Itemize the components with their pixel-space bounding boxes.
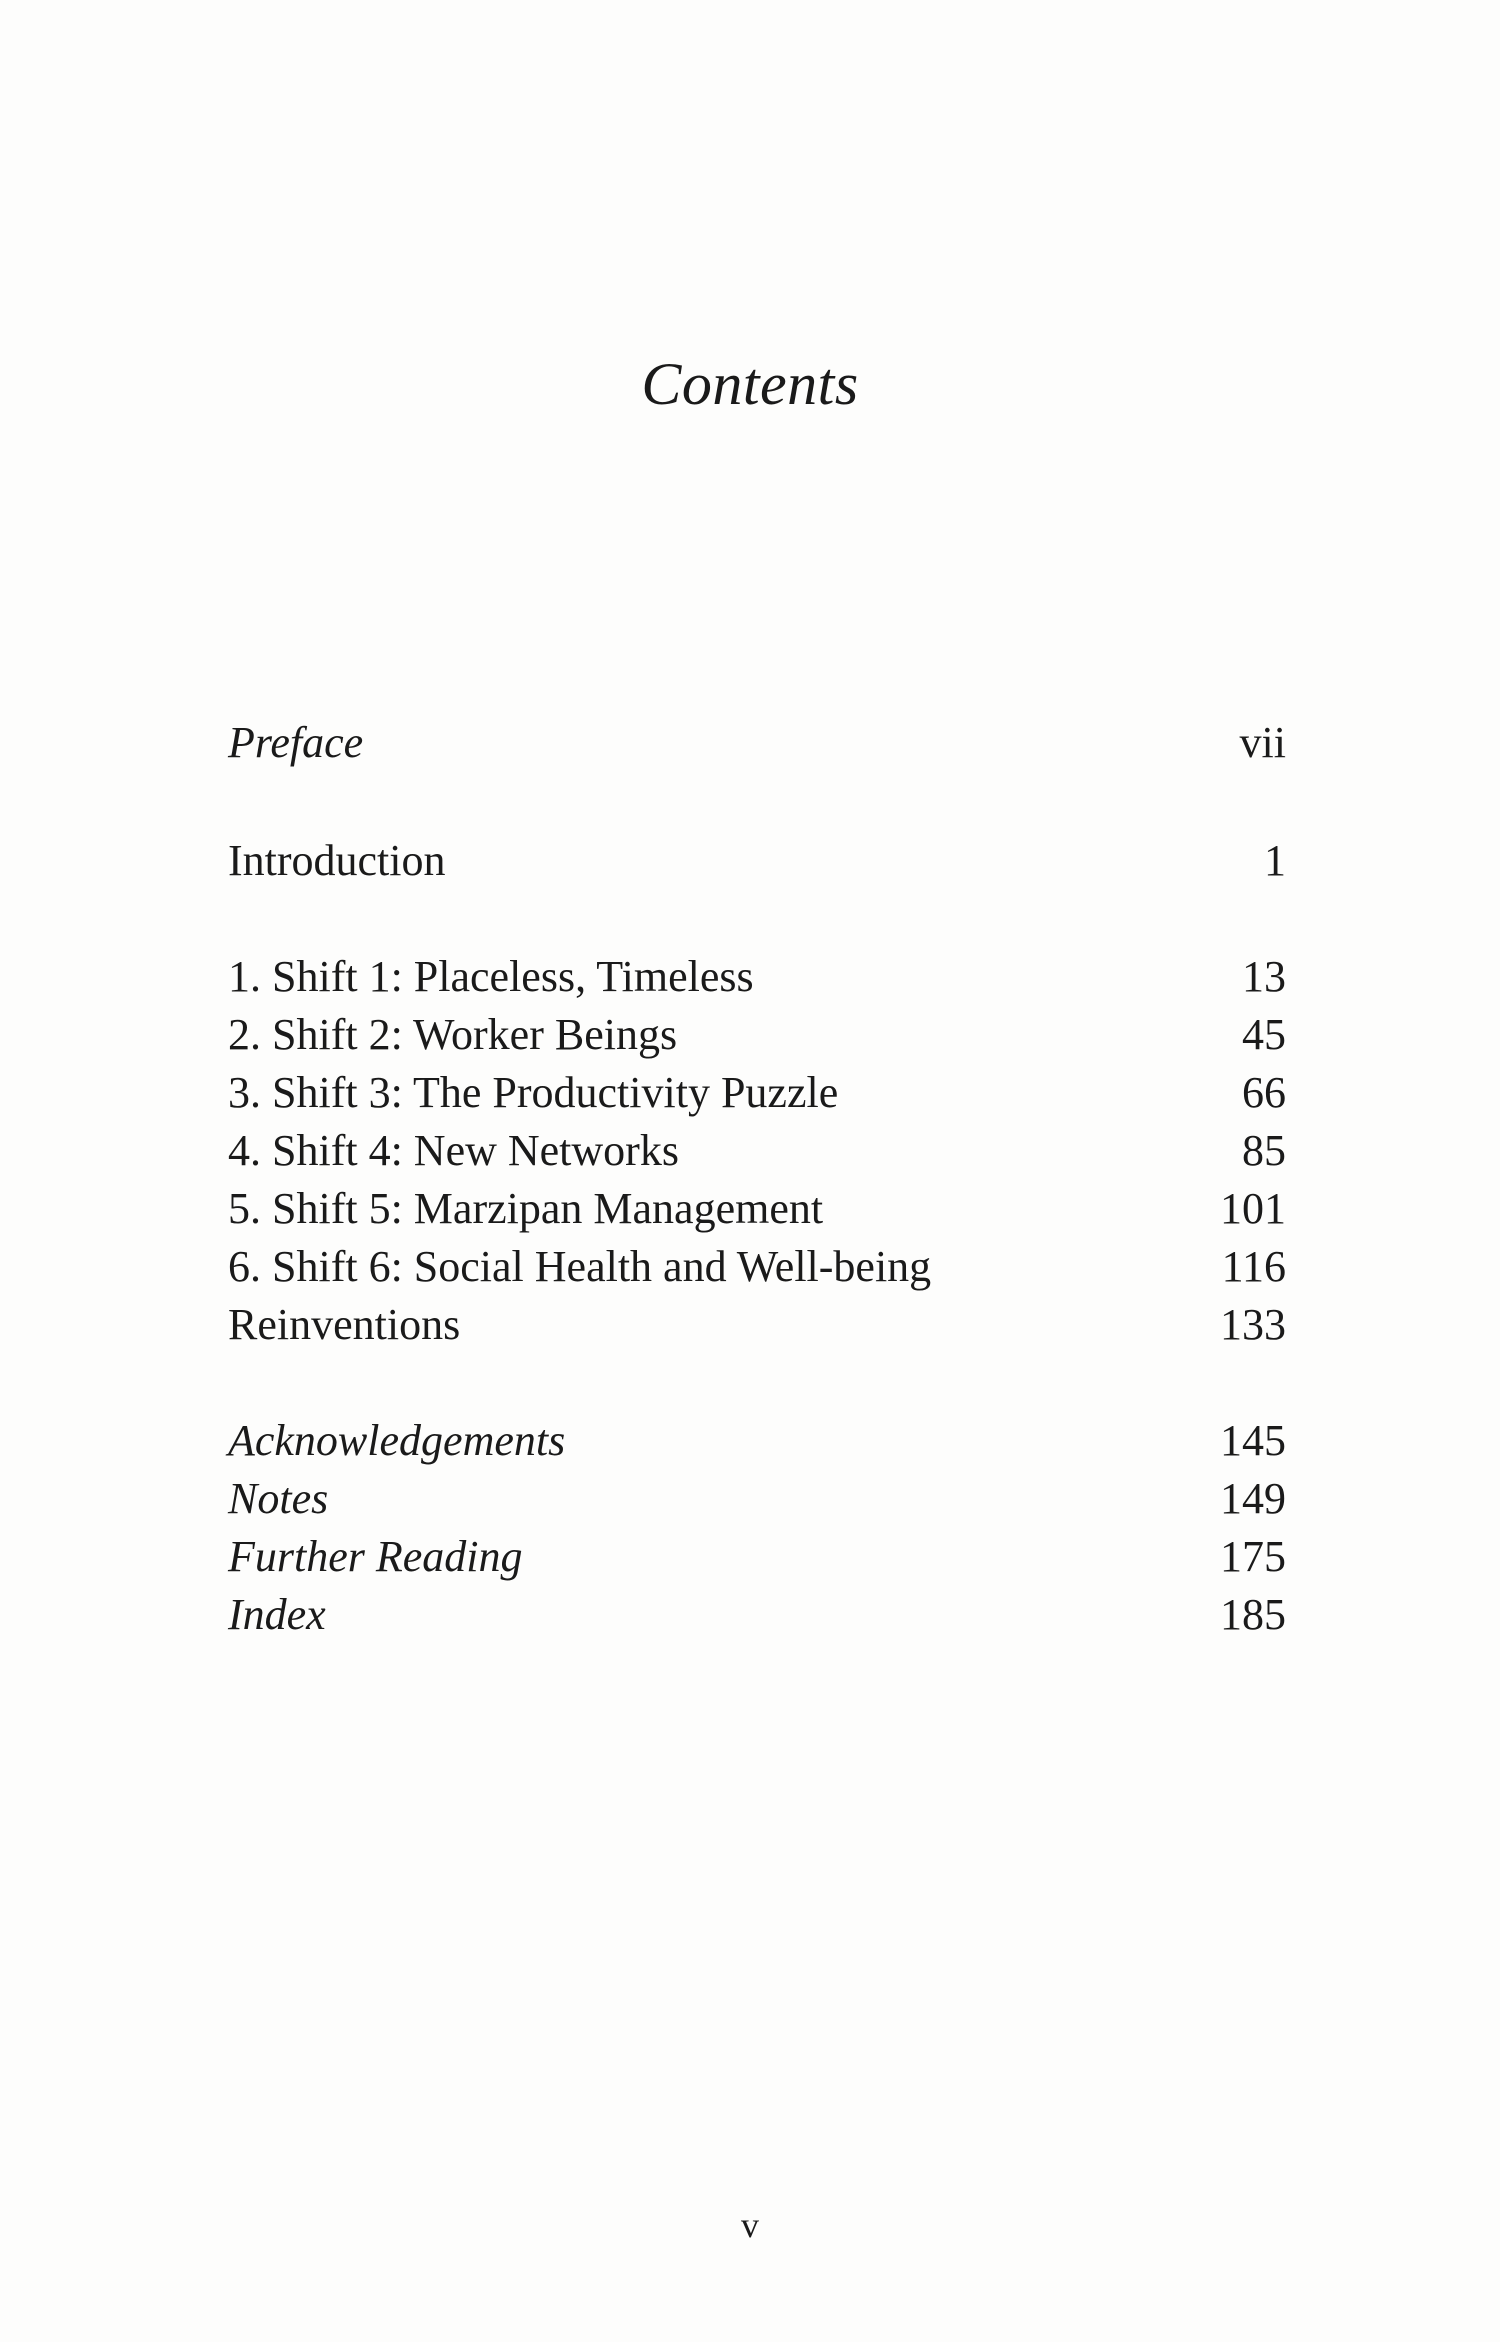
toc-entry-label: Index: [228, 1590, 326, 1639]
toc-entry-label: Further Reading: [228, 1532, 523, 1581]
toc-entry-chapter-4: [228, 1122, 1286, 1180]
toc-entry-page: 66: [1242, 1068, 1286, 1117]
toc-entry-page: 133: [1220, 1300, 1286, 1349]
toc-entry-label: Introduction: [228, 836, 446, 885]
toc-entry-label: Acknowledgements: [228, 1416, 566, 1465]
page-title: Contents: [641, 351, 859, 417]
toc-entry-page: 145: [1220, 1416, 1286, 1465]
toc-entry-reinventions: [228, 1296, 1286, 1354]
toc-entry-further-reading: [228, 1528, 1286, 1586]
toc-entry-label: Notes: [228, 1474, 329, 1523]
toc-entry-page: 185: [1220, 1590, 1286, 1639]
toc-entry-chapter-5: [228, 1180, 1286, 1238]
toc-entry-page: 175: [1220, 1532, 1286, 1581]
toc-entry-chapter-6: [228, 1238, 1286, 1296]
toc-entry-label: Reinventions: [228, 1300, 461, 1349]
toc-entry-label: 2. Shift 2: Worker Beings: [228, 1010, 678, 1059]
toc-entry-label: 3. Shift 3: The Productivity Puzzle: [228, 1068, 839, 1117]
toc-entry-chapter-3: [228, 1064, 1286, 1122]
toc-entry-chapter-1: [228, 948, 1286, 1006]
toc-entry-label: 5. Shift 5: Marzipan Management: [228, 1184, 824, 1233]
toc-entry-chapter-2: [228, 1006, 1286, 1064]
toc-entry-label: Preface: [228, 718, 364, 767]
toc-entry-label: 6. Shift 6: Social Health and Well-being: [228, 1242, 932, 1291]
toc-entry-introduction: [228, 832, 1286, 890]
toc-entry-label: 4. Shift 4: New Networks: [228, 1126, 679, 1175]
toc-entry-page: 149: [1220, 1474, 1286, 1523]
toc-entry-page: 1: [1264, 836, 1286, 885]
toc-entry-page: 13: [1242, 952, 1286, 1001]
toc-entry-page: 101: [1220, 1184, 1286, 1233]
toc-entry-page: 45: [1242, 1010, 1286, 1059]
toc-entry-index: [228, 1586, 1286, 1644]
toc-entry-page: 116: [1221, 1242, 1286, 1291]
toc-entry-notes: [228, 1470, 1286, 1528]
toc-entry-preface: [228, 714, 1286, 772]
toc-entry-page: vii: [1239, 718, 1286, 767]
toc-entry-page: 85: [1242, 1126, 1286, 1175]
toc-entry-label: 1. Shift 1: Placeless, Timeless: [228, 952, 754, 1001]
toc-entry-acknowledgements: [228, 1412, 1286, 1470]
page-folio: v: [741, 2205, 759, 2245]
